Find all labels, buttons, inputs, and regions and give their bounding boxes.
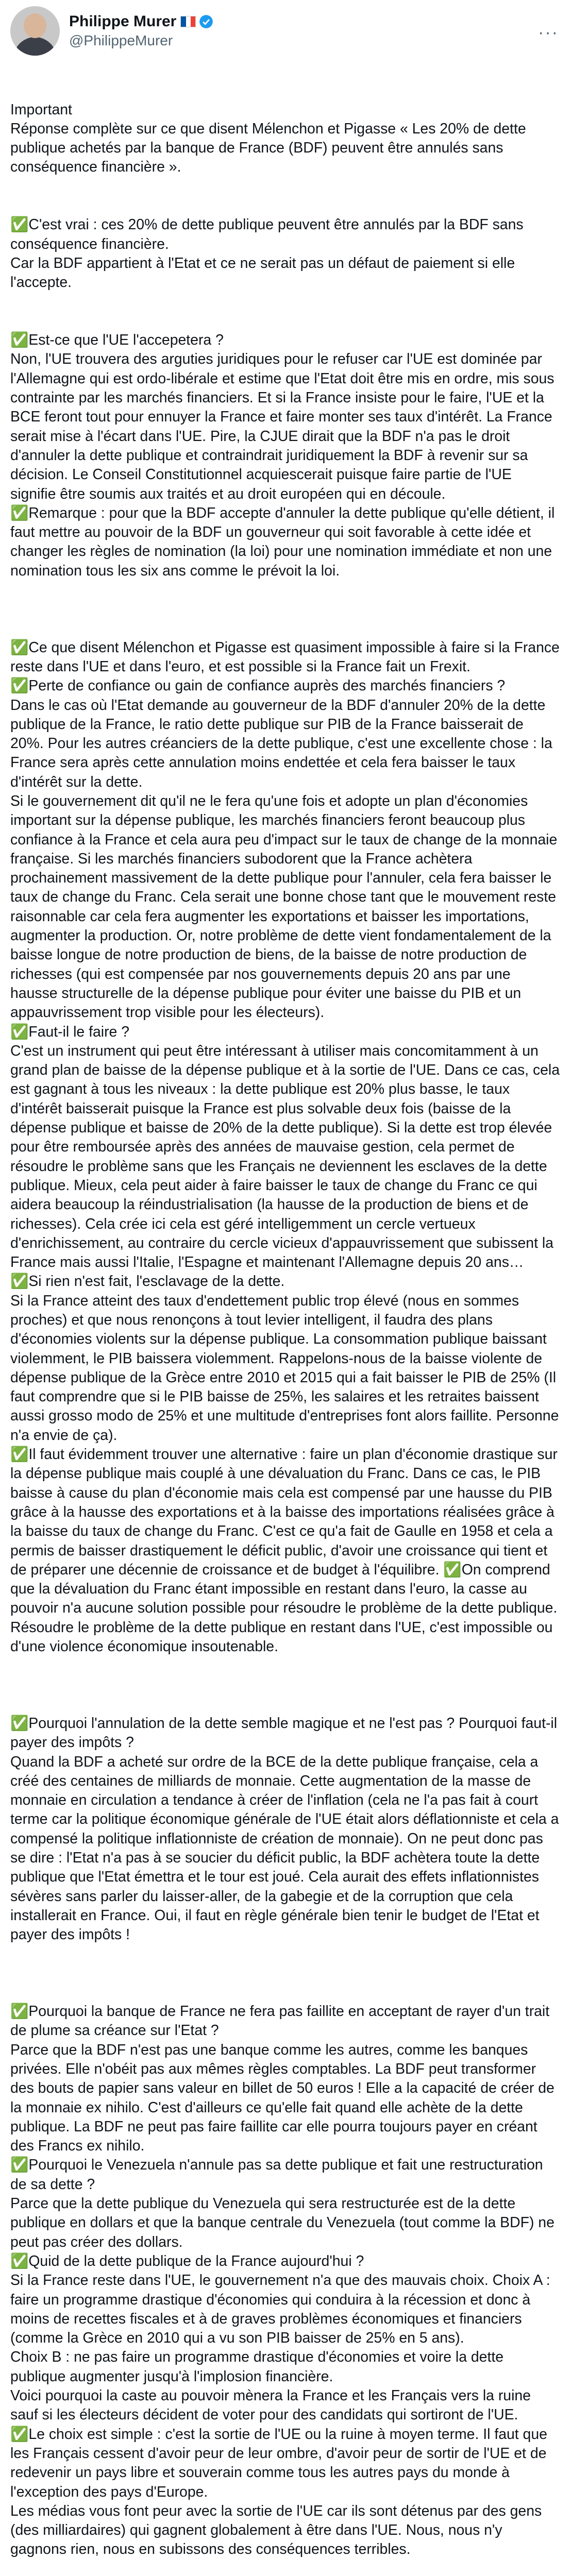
- verified-badge-icon: [199, 14, 213, 29]
- tweet-paragraph: ✅C'est vrai : ces 20% de dette publique peuvent être annulés par la BDF sans conséquence financière. Car la BDF appartient à l'Etat et ce ne serait pas un défaut de paiement si elle l'accepte.: [10, 216, 524, 291]
- author-name-row: [69, 13, 213, 30]
- author-handle[interactable]: @PhilippeMurer: [69, 32, 173, 48]
- tweet-text: [10, 62, 561, 2576]
- tweet-paragraph: ✅Pourquoi la banque de France ne fera pas faillite en acceptant de rayer d'un trait de plume sa créance sur l'Etat ? Parce que la BDF n'est pas une banque comme les autres, comme les banques privées. Elle n'obéit pas aux mêmes règles comptables. La BDF peut transformer des bouts de papier sans valeur en billet de 50 euros ! Elle a la capacité de créer de la monnaie ex nihilo. C'est d'ailleurs ce qu'elle fait quand elle achète de la dette publique. La BDF ne peut pas faire faillite car elle pourra toujours payer en créant des Francs ex nihilo. ✅Pourquoi le Venezuela n'annule pas sa dette publique et fait une restructuration de sa dette ? Parce que la dette publique du Venezuela qui sera restructurée est de la dette publique en dollars et que la banque centrale du Venezuela (tout comme la BDF) ne peut pas créer des dollars. ✅Quid de la dette publique de la France aujourd'hui ? Si la France reste dans l'UE, le gouvernement n'a que des mauvais choix. Choix A : faire un programme drastique d'économies qui conduira à la récession et donc à moins de recettes fiscales et à de graves problèmes économiques et financiers (comme la Grèce en 2010 qui a vu son PIB baisser de 25% en 5 ans). Choix B : ne pas faire un programme drastique d'économies et voire la dette publique augmenter jusqu'à l'implosion financière. Voici pourquoi la caste au pouvoir mènera la France et les Français vers la ruine sauf si les électeurs décident de voter pour des candidats qui sortiront de l'UE. ✅Le choix est simple : c'est la sortie de l'UE ou la ruine à moyen terme. Il faut que les Français cessent d'avoir peur de leur ombre, d'avoir peur de sortir de l'UE et de redevenir un pays libre et souverain comme tous les autres pays du monde à l'exception des pays d'Europe. Les médias vous font peur avec la sortie de l'UE car ils sont détenus par des gens (des milliardaires) qui gagnent globalement à être dans l'UE. Nous, nous n'y gagnons rien, nous en subissons des conséquences terribles.: [10, 2003, 555, 2558]
- author-block: [69, 13, 213, 49]
- more-options-icon[interactable]: ···: [538, 23, 559, 42]
- avatar-face: [24, 13, 46, 38]
- tweet-header: [10, 6, 213, 56]
- tweet-paragraph: ✅Pourquoi l'annulation de la dette semble magique et ne l'est pas ? Pourquoi faut-il payer des impôts ? Quand la BDF a acheté sur ordre de la BCE de la dette publique française, cela a créé des centaines de milliards de monnaie. Cette augmentation de la masse de monnaie en circulation a tendance à créer de l'inflation (cela ne l'a pas fait à court terme car la politique économique générale de l'UE était alors déflationniste et cela a compensé la politique inflationniste de création de monnaie). On ne peut donc pas se dire : l'Etat n'a pas à se soucier du déficit public, la BDF achètera toute la dette publique que l'Etat émettra et le tour est joué. Cela aurait des effets inflationnistes sévères sans parler du laisser-aller, de la gabegie et de la corruption que cela installerait en France. Oui, il faut en règle générale bien tenir le budget de l'Etat et payer des impôts !: [10, 1715, 559, 1943]
- tweet-paragraph: ✅Ce que disent Mélenchon et Pigasse est quasiment impossible à faire si la France reste dans l'UE et dans l'euro, et est possible si la France fait un Frexit. ✅Perte de confiance ou gain de confiance auprès des marchés financiers ? Dans le cas où l'Etat demande au gouverneur de la BDF d'annuler 20% de la dette publique de la France, le ratio dette publique sur PIB de la France baisserait de 20%. Pour les autres créanciers de la dette publique, c'est une excellente chose : la France sera après cette annulation moins endettée et cela fera baisser le taux d'intérêt sur la dette. Si le gouvernement dit qu'il ne le fera qu'une fois et adopte un plan d'économies important sur la dépense publique, les marchés financiers feront beaucoup plus confiance à la France et cela aura peu d'impact sur le taux de change de la monnaie française. Si les marchés financiers subodorent que la France achètera prochainement massivement de la dette publique pour l'annuler, cela fera baisser le taux de change du Franc. Cela serait une bonne chose tant que le mouvement reste raisonnable car cela fera augmenter les exportations et baisser les importations, augmenter la production. Or, notre problème de dette vient fondamentalement de la baisse longue de notre production de biens, de la baisse de notre production de richesses (qui est compensée par nos gouvernements depuis 20 ans par une hausse structurelle de la dépense publique pour éviter une baisse du PIB et un appauvrissement trop visible pour les électeurs). ✅Faut-il le faire ? C'est un instrument qui peut être intéressant à utiliser mais concomitamment à un grand plan de baisse de la dépense publique et à la sortie de l'UE. Dans ce cas, cela est gagnant à tous les niveaux : la dette publique est 20% plus basse, le taux d'intérêt baisserait puisque la France est plus solvable deux fois (baisse de la dépense publique et baisse de 20% de la dette publique). Si la dette est trop élevée pour être remboursée après des années de mauvaise gestion, cela permet de résoudre le problème sans que les Français ne deviennent les esclaves de la dette publique. Mieux, cela peut aider à faire baisser le taux de change du Franc ce qui aidera beaucoup la réindustrialisation (la hausse de la production de biens et de richesses). Cela crée ici cela est géré intelligemment un cercle vertueux d'enrichissement, au contraire du cercle vicieux d'appauvrissement que subissent la France mais aussi l'Italie, l'Espagne et maintenant l'Allemagne depuis 20 ans… ✅Si rien n'est fait, l'esclavage de la dette. Si la France atteint des taux d'endettement public trop élevé (nous en sommes proches) et que nous renonçons à tout levier intelligent, il faudra des plans d'économies violents sur la dépense publique. La consommation publique baissant violemment, le PIB baissera violemment. Rappelons-nous de la baisse violente de dépense publique de la Grèce entre 2010 et 2015 qui a fait baisser le PIB de 25% (Il faut comprendre que si le PIB baisse de 25%, les salaires et les retraites baissent aussi grosso modo de 25% et une multitude d'entreprises font alors faillite. Personne n'a envie de ça). ✅Il faut évidemment trouver une alternative : faire un plan d'économie drastique sur la dépense publique mais couplé à une dévaluation du Franc. Dans ce cas, le PIB baisse à cause du plan d'économie mais cela est compensé par une hausse du PIB grâce à la hausse des exportations et à la baisse des importations réalisées grâce à la baisse du taux de change du Franc. C'est ce qu'a fait de Gaulle en 1958 et cela a permis de baisser drastiquement le déficit public, d'avoir une croissance qui tient et de préparer une décennie de croissance et de budget à l'équilibre. ✅On comprend que la dévaluation du Franc étant impossible en restant dans l'euro, la casse au pouvoir n'a aucune solution possible pour résoudre le problème de la dette publique. Résoudre le problème de la dette publique en restant dans l'UE, c'est impossible ou d'une violence économique insoutenable.: [10, 639, 560, 1655]
- avatar-body: [13, 37, 57, 56]
- france-flag-icon: [180, 16, 196, 27]
- tweet-paragraph: Important Réponse complète sur ce que disent Mélenchon et Pigasse « Les 20% de dette publique achetés par la banque de France (BDF) peuvent être annulés sans conséquence financière ».: [10, 101, 526, 176]
- avatar[interactable]: [10, 6, 60, 56]
- author-name[interactable]: Philippe Murer: [69, 13, 177, 30]
- tweet-paragraph: ✅Est-ce que l'UE l'accepetera ? Non, l'UE trouvera des arguties juridiques pour le refuser car l'UE est dominée par l'Allemagne qui est ordo-libérale et estime que l'Etat doit être mis en ordre, mis sous contrainte par les marchés financiers. Et si la France insiste pour le faire, l'UE et la BCE feront tout pour ennuyer la France et faire monter ses taux d'intérêt. La France serait mise à l'écart dans l'UE. Pire, la CJUE dirait que la BDF n'a pas le droit d'annuler la dette publique et contraindrait juridiquement la BDF à revenir sur sa décision. Le Conseil Constitutionnel acquiescerait puisque faire partie de l'UE signifie être soumis aux traités et au droit européen qui en découle. ✅Remarque : pour que la BDF accepte d'annuler la dette publique qu'elle détient, il faut mettre au pouvoir de la BDF un gouverneur qui soit favorable à cette idée et changer les règles de nomination (la loi) pour une nomination immédiate et non une nomination tous les six ans comme le prévoit la loi.: [10, 332, 555, 579]
